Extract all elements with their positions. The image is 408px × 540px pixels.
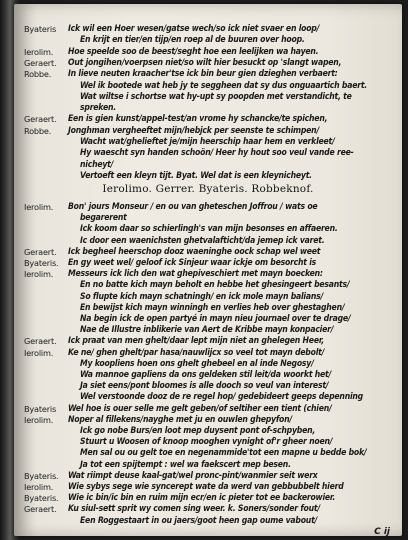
dialogue-text: Ick begheel heerschop dooz waeninghe oock schap wel weet (68, 246, 321, 257)
text-line (14, 92, 402, 103)
text-line (14, 370, 402, 381)
dialogue-text: Out jongihen/voerpsen niet/so wilt hier besuckt op 'slangt wapen, (68, 57, 342, 68)
dialogue-text: Vertoeft een kleyn tijt. Byat. Wel dat is een kleynicheyt. (80, 170, 312, 181)
dialogue-text: Jonghman vergheeftet mijn/hebjck per seenste te schimpen/ (68, 125, 320, 136)
dialogue-text: My koopliens hoen ons ghelt ghebeel en al inde Negosy/ (80, 358, 314, 369)
speaker-name: Geraert. (24, 246, 57, 257)
dialogue-text: Nae de Illustre inblikerie van Aert de Kribbe mayn konpacier/ (80, 325, 334, 336)
dialogue-text: Ick wil een Hoer wesen/gatse wech/so ick niet svaer en loop/ (68, 24, 320, 34)
text-line (14, 81, 402, 92)
text-line (14, 269, 402, 280)
dialogue-text: En krijt en tier/en tijp/en roep al de buuren over hoop. (80, 35, 305, 46)
dialogue-text: Ic door een waenichsten ghetvalafticht/da jemep ick varet. (80, 235, 325, 246)
speaker-name: Robbe. (24, 125, 52, 136)
dialogue-text: Wel ik bootede wat heb jy te seggheen dat sy dus onguaartich baert. (80, 80, 368, 91)
speaker-name: Ierolim. (24, 202, 54, 212)
text-line (14, 404, 402, 415)
dialogue-text: Een is gien kunst/appel-test/an vrome hy schancke/te spichen, (68, 114, 328, 125)
dialogue-text: Wat riimpt deuse kaal-gat/wel pronc-pint/wanmier seit werx (68, 470, 318, 481)
text-line (14, 460, 402, 471)
dialogue-text: Wel verstoonde dooz de re regel hop/ gedebideert geeps depenning (80, 392, 364, 403)
speaker-name: Byateris (24, 403, 57, 414)
speaker-name: Ierolim. (24, 46, 54, 57)
text-line (14, 202, 402, 213)
dialogue-text: Noper al fillekens/nayghe met ju en ouwlen ghepyfon/ (68, 414, 292, 425)
dialogue-text: Messeurs ick lich den wat ghepiveschiert met mayn boecken: (68, 269, 323, 280)
dialogue-text: Na begin ick de open partyé in mayn nieu journael over te drage/ (80, 314, 351, 324)
text-line (14, 35, 402, 46)
text-line (14, 160, 402, 171)
speaker-name: Geraert. (24, 114, 57, 125)
text-line (14, 280, 402, 291)
dialogue-text: Wie ic bin/ic bin en ruim mijn ecr/en ic pieter tot ee backerowier. (68, 493, 336, 504)
text-line (14, 448, 402, 459)
dialogue-text: Een Roggestaart in ou jaers/goot heen gap oume vabout/ (80, 515, 318, 526)
text-line (14, 359, 402, 370)
dialogue-text: Ick praat van men ghelt/daar lept mijn niet an ghelegen Heer, (68, 336, 325, 347)
text-line (14, 292, 402, 303)
text-line (14, 392, 402, 403)
dialogue-text: Ja siet eens/pont bloomes is alle dooch so veul van interest/ (80, 381, 329, 392)
text-line (14, 258, 402, 269)
text-line (14, 114, 402, 125)
speaker-name: Byateris. (24, 493, 59, 504)
speaker-name: Ierolim. (24, 269, 54, 280)
dialogue-text: Ick koom daar so schierlingh's van mijn besonses en affaeren. (80, 224, 338, 235)
dialogue-text: Ja tot een spijtempt : wel wa faekscert mep besen. (80, 459, 291, 470)
text-line (14, 437, 402, 448)
speaker-name: Byateris (24, 24, 57, 34)
text-line (14, 148, 402, 159)
speaker-name: Geraert. (24, 336, 57, 347)
text-line (14, 213, 402, 224)
text-line (14, 58, 402, 69)
text-line (14, 47, 402, 58)
speaker-name: Byateris. (24, 258, 59, 268)
dialogue-text: Wel hoe is ouer selle me gelt geben/of seltiher een tient (chien/ (68, 403, 332, 414)
speaker-name: Geraert. (24, 57, 57, 68)
speaker-name: Ierolim. (24, 482, 54, 492)
dialogue-text: Hy waescht syn handen schoön/ Heer hy hout soo veul vande ree- (80, 148, 354, 159)
text-line (14, 471, 402, 482)
speaker-name: Geraert. (24, 504, 57, 515)
dialogue-text: Wie sybys sege wie syncerept wate da werd van gebbubbelt hierd (68, 482, 344, 492)
text-line (14, 482, 402, 493)
text-line (14, 415, 402, 426)
text-line (14, 247, 402, 258)
dialogue-text: Ick go nobe Burs/en loot mep duysent pont of-schpyben, (80, 426, 316, 436)
text-line (14, 381, 402, 392)
text-line (14, 336, 402, 347)
text-line (14, 325, 402, 336)
dialogue-text: En gy weet wel/ geloof ick Sinjeur waar ickje om besorcht is (68, 258, 317, 268)
speaker-name: Robbe. (24, 69, 52, 80)
dialogue-text: spreken. (80, 103, 116, 114)
dialogue-text: Hoe speelde soo de beest/seght hoe een leelijken wa hayen. (68, 46, 319, 57)
text-line (14, 314, 402, 325)
text-line (14, 426, 402, 437)
speaker-name: Ierolim. (24, 414, 54, 425)
text-line (14, 103, 402, 114)
dialogue-text: Bon' jours Monseur / en ou van gheteschen Joffrou / wats oe (68, 202, 318, 212)
text-line (14, 493, 402, 504)
document-page (14, 4, 402, 536)
dialogue-text: So flupte kich mayn schatningh/ en ick mole mayn balians/ (80, 291, 324, 302)
scene-heading: Ierolimo. Gerrer. Byateris. Robbeknof. (102, 183, 314, 195)
dialogue-text: begarerent (80, 213, 127, 224)
dialogue-text: nicheyt/ (80, 159, 114, 170)
dialogue-text: Wa mannoe gapliens da ons geldeken stil leit/da woorkt het/ (80, 370, 332, 380)
dialogue-text: Ke ne/ ghen ghelt/par hasa/nauwlijcx so veel tot mayn debolt/ (68, 347, 325, 358)
text-line (14, 171, 402, 182)
text-line (14, 69, 402, 80)
dialogue-text: Wacht wat/ghelieftet je/mijn heerschip haar hem en verkleet/ (80, 137, 335, 147)
dialogue-text: In lieve neuten kraacher'tse ick bin beur gien dzieghen verbaert: (68, 69, 338, 80)
text-line (14, 224, 402, 235)
text-line (14, 24, 402, 35)
speaker-name: Byateris. (24, 470, 59, 481)
text-line (14, 137, 402, 148)
text-line (14, 516, 402, 527)
dialogue-text: Stuurt u Woosen of knoop mooghen vynight of'r gheer noen/ (80, 437, 333, 448)
dialogue-text: En bewijst kich mayn winningh en verlies heb over ghestaghen/ (80, 302, 345, 313)
dialogue-text: Men sal ou ou gelt toe en negenammide'tot een mapne u bedde bok/ (80, 448, 367, 459)
text-line (14, 348, 402, 359)
signature-mark: C ij (374, 527, 390, 537)
text-line (14, 504, 402, 515)
text-line (14, 126, 402, 137)
dialogue-text: En no batte kich mayn beholt en hebbe het ghesingeert besants/ (80, 280, 350, 291)
text-line (14, 236, 402, 247)
text-line (14, 303, 402, 314)
speaker-name: Ierolim. (24, 347, 54, 358)
dialogue-text: Wat wiltse i schortse wat hy-upt sy poopden met verstandicht, te (80, 91, 352, 102)
dialogue-text: Ku siul-sett sprit wy comen sing weer. k. Soners/sonder fout/ (68, 504, 320, 515)
